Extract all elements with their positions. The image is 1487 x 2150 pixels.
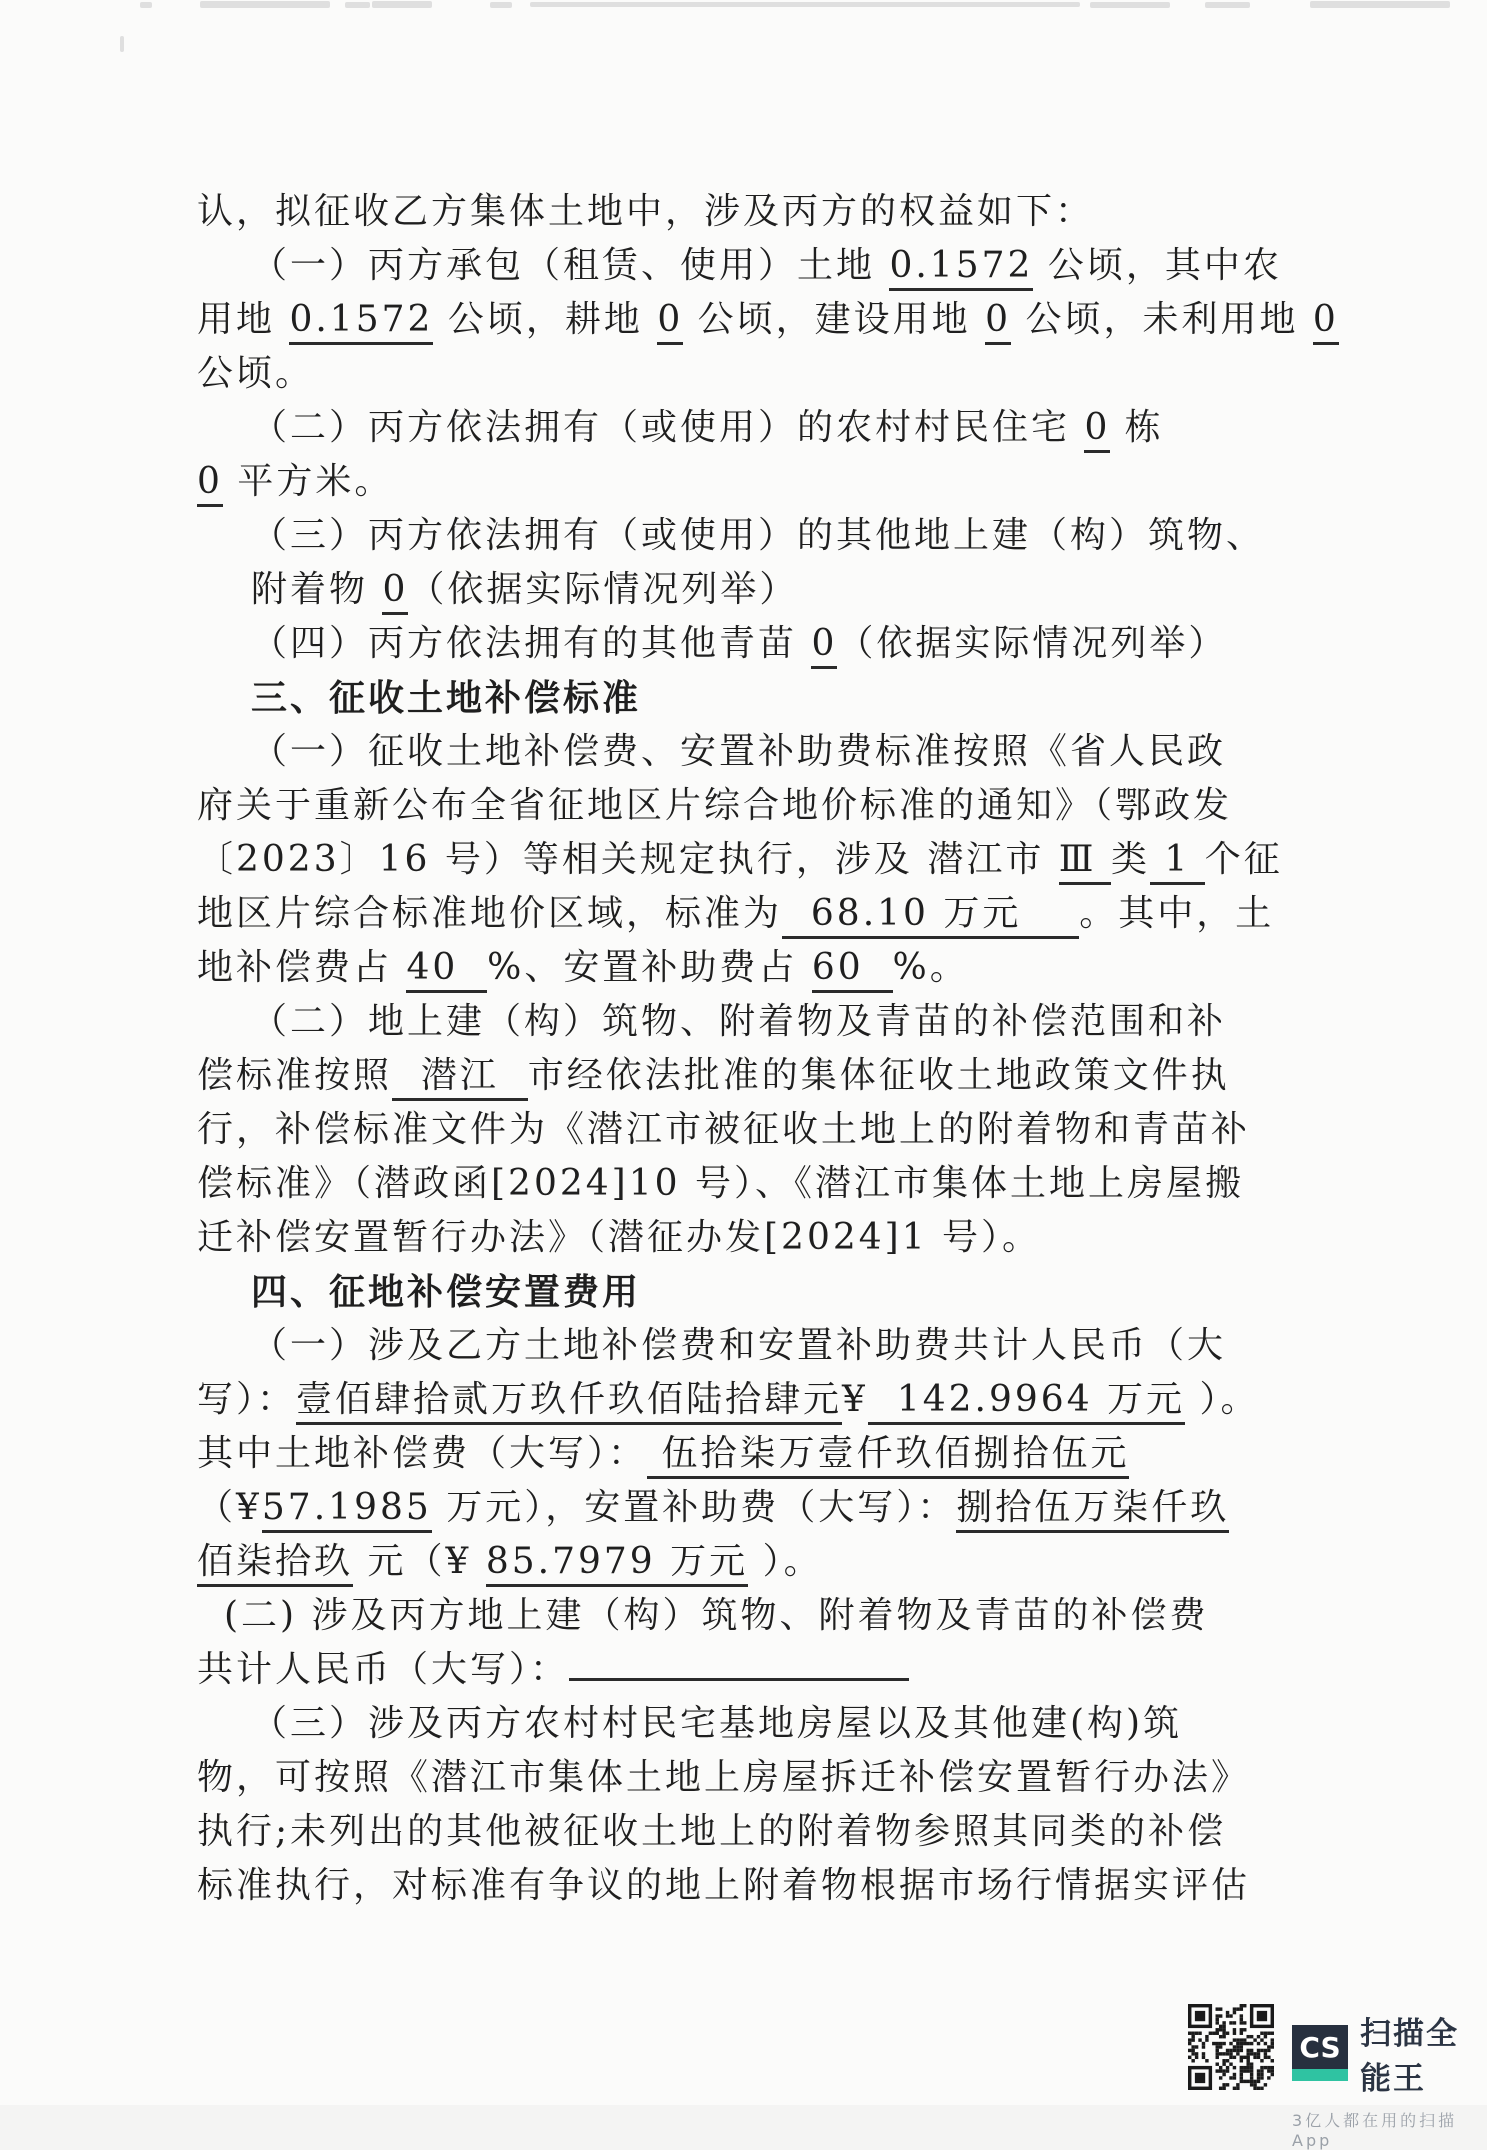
document-line	[197, 293, 1377, 347]
document-line	[197, 185, 1377, 239]
text-run: 附着物	[251, 569, 383, 610]
text-run: 其中土地补偿费（大写）：	[197, 1433, 648, 1474]
filled-blank-value: 0	[382, 569, 408, 615]
text-run: 公顷。	[197, 353, 315, 394]
text-run: 〔2023〕16 号）等相关规定执行，涉及 潜江市	[197, 839, 1059, 880]
document-line	[197, 1049, 1377, 1103]
text-run: 元（¥	[353, 1541, 486, 1582]
document-line	[197, 1103, 1377, 1157]
filled-blank-value: 1	[1150, 839, 1205, 885]
filled-blank-value: 142.9964 万元	[868, 1379, 1185, 1425]
document-line	[197, 833, 1377, 887]
section-heading	[197, 1265, 1377, 1319]
document-line	[197, 941, 1377, 995]
text-run: （依据实际情况列举）	[408, 569, 799, 610]
camscanner-watermark	[1188, 2004, 1487, 2150]
text-run: （一）涉及乙方土地补偿费和安置补助费共计人民币（大	[251, 1325, 1227, 1366]
filled-blank-value: 40	[406, 947, 487, 993]
text-run: （三）涉及丙方农村村民宅基地房屋以及其他建(构)筑	[251, 1703, 1183, 1744]
cs-logo-top: CS	[1292, 2025, 1348, 2069]
section-heading	[197, 671, 1377, 725]
document-line	[197, 401, 1377, 455]
text-run: ）。	[748, 1541, 823, 1582]
document-line	[197, 725, 1377, 779]
filled-blank-value: 68.10 万元	[782, 893, 1079, 939]
text-run: 。其中，土	[1079, 893, 1275, 934]
text-run: 公顷，耕地	[433, 299, 658, 340]
text-run: 个征	[1204, 839, 1283, 880]
scan-artifact-top	[0, 0, 1487, 60]
text-run: (二) 涉及丙方地上建（构）筑物、附着物及青苗的补偿费	[224, 1595, 1209, 1636]
document-line	[197, 239, 1377, 293]
document-line	[197, 1373, 1377, 1427]
text-run: 写）：	[197, 1379, 297, 1420]
filled-blank-value: Ⅲ	[1059, 839, 1111, 885]
text-run: 三、征收土地补偿标准	[251, 677, 642, 719]
text-run: %、安置补助费占	[487, 947, 812, 988]
filled-blank-value: 佰柒拾玖	[197, 1541, 353, 1587]
text-run: 类	[1110, 839, 1150, 880]
text-run: 行，补偿标准文件为《潜江市被征收土地上的附着物和青苗补	[197, 1109, 1251, 1150]
document-line	[197, 1589, 1377, 1643]
document-line	[197, 1643, 1377, 1697]
text-run: 共计人民币（大写）：	[197, 1649, 570, 1690]
camscanner-brand-name: 扫描全能王	[1360, 2016, 1459, 2097]
filled-blank-value: 60	[812, 947, 893, 993]
document-line	[197, 563, 1377, 617]
text-run: 执行;未列出的其他被征收土地上的附着物参照其同类的补偿	[197, 1811, 1227, 1852]
document-line	[197, 887, 1377, 941]
text-run: 用地	[197, 299, 290, 340]
text-run: （一）丙方承包（租赁、使用）土地	[251, 245, 890, 286]
document-line	[197, 779, 1377, 833]
text-run: 标准执行，对标准有争议的地上附着物根据市场行情据实评估	[197, 1865, 1251, 1906]
text-run: （三）丙方依法拥有（或使用）的其他地上建（构）筑物、	[251, 515, 1266, 556]
qr-code	[1188, 2004, 1274, 2090]
filled-blank-value: 伍拾柒万壹仟玖佰捌拾伍元	[647, 1433, 1129, 1479]
text-run: ）。	[1185, 1379, 1260, 1420]
text-run: （四）丙方依法拥有的其他青苗	[251, 623, 812, 664]
text-run: 府关于重新公布全省征地区片综合地价标准的通知》（鄂政发	[197, 785, 1233, 826]
filled-blank-value: 0	[197, 461, 223, 507]
document-line	[197, 1805, 1377, 1859]
filled-blank-value: 0	[657, 299, 683, 345]
document-line	[197, 1211, 1377, 1265]
text-run: （一）征收土地补偿费、安置补助费标准按照《省人民政	[251, 731, 1227, 772]
filled-blank-value: 57.1985	[262, 1487, 432, 1533]
document-line	[197, 995, 1377, 1049]
text-run: 偿标准按照	[197, 1055, 393, 1096]
document-line	[197, 1157, 1377, 1211]
filled-blank-value: 捌拾伍万柒仟玖	[956, 1487, 1229, 1533]
camscanner-tagline: 3亿人都在用的扫描App	[1292, 2111, 1458, 2150]
document-line	[197, 1697, 1377, 1751]
document-line	[197, 1427, 1377, 1481]
text-run: 栋	[1110, 407, 1164, 448]
text-run: 物，可按照《潜江市集体土地上房屋拆迁补偿安置暂行办法》	[197, 1757, 1251, 1798]
text-run: 四、征地补偿安置费用	[251, 1271, 642, 1313]
text-run: （¥	[197, 1487, 262, 1528]
document-line	[197, 1535, 1377, 1589]
empty-blank-line	[569, 1646, 909, 1681]
document-line	[197, 509, 1377, 563]
text-run: %。	[892, 947, 969, 988]
text-run: 地补偿费占	[197, 947, 407, 988]
filled-blank-value: 85.7979 万元	[486, 1541, 748, 1587]
document-line	[197, 455, 1377, 509]
filled-blank-value: 0	[811, 623, 837, 669]
text-run: （二）地上建（构）筑物、附着物及青苗的补偿范围和补	[251, 1001, 1227, 1042]
filled-blank-value: 0.1572	[289, 299, 433, 345]
document-line	[197, 1481, 1377, 1535]
filled-blank-value: 0	[1313, 299, 1339, 345]
text-run: 迁补偿安置暂行办法》（潜征办发[2024]1 号）。	[197, 1217, 1042, 1258]
text-run: 公顷，其中农	[1033, 245, 1282, 286]
filled-blank-value: 0	[985, 299, 1011, 345]
text-run: 市经依法批准的集体征收土地政策文件执	[527, 1055, 1230, 1096]
document-line	[197, 617, 1377, 671]
text-run: ¥	[842, 1379, 868, 1420]
text-run: 地区片综合标准地价区域，标准为	[197, 893, 783, 934]
document-line	[197, 1319, 1377, 1373]
filled-blank-value: 壹佰肆拾贰万玖仟玖佰陆拾肆元	[296, 1379, 842, 1425]
text-run: （二）丙方依法拥有（或使用）的农村村民住宅	[251, 407, 1085, 448]
document-line	[197, 1859, 1377, 1913]
document-line	[197, 347, 1377, 401]
text-run: （依据实际情况列举）	[837, 623, 1228, 664]
text-run: 公顷，未利用地	[1011, 299, 1313, 340]
cs-logo-strip	[1292, 2069, 1348, 2081]
text-run: 万元），安置补助费（大写）：	[431, 1487, 957, 1528]
camscanner-logo-icon	[1292, 2025, 1348, 2081]
filled-blank-value: 0.1572	[889, 245, 1033, 291]
text-run: 偿标准》（潜政函[2024]10 号）、《潜江市集体土地上房屋搬	[197, 1163, 1244, 1204]
filled-blank-value: 0	[1084, 407, 1110, 453]
filled-blank-value: 潜江	[392, 1055, 528, 1101]
text-run: 平方米。	[222, 461, 394, 502]
text-run: 公顷，建设用地	[683, 299, 986, 340]
document-body	[197, 185, 1377, 1913]
text-run: 认，拟征收乙方集体土地中，涉及丙方的权益如下：	[197, 191, 1095, 232]
document-line	[197, 1751, 1377, 1805]
